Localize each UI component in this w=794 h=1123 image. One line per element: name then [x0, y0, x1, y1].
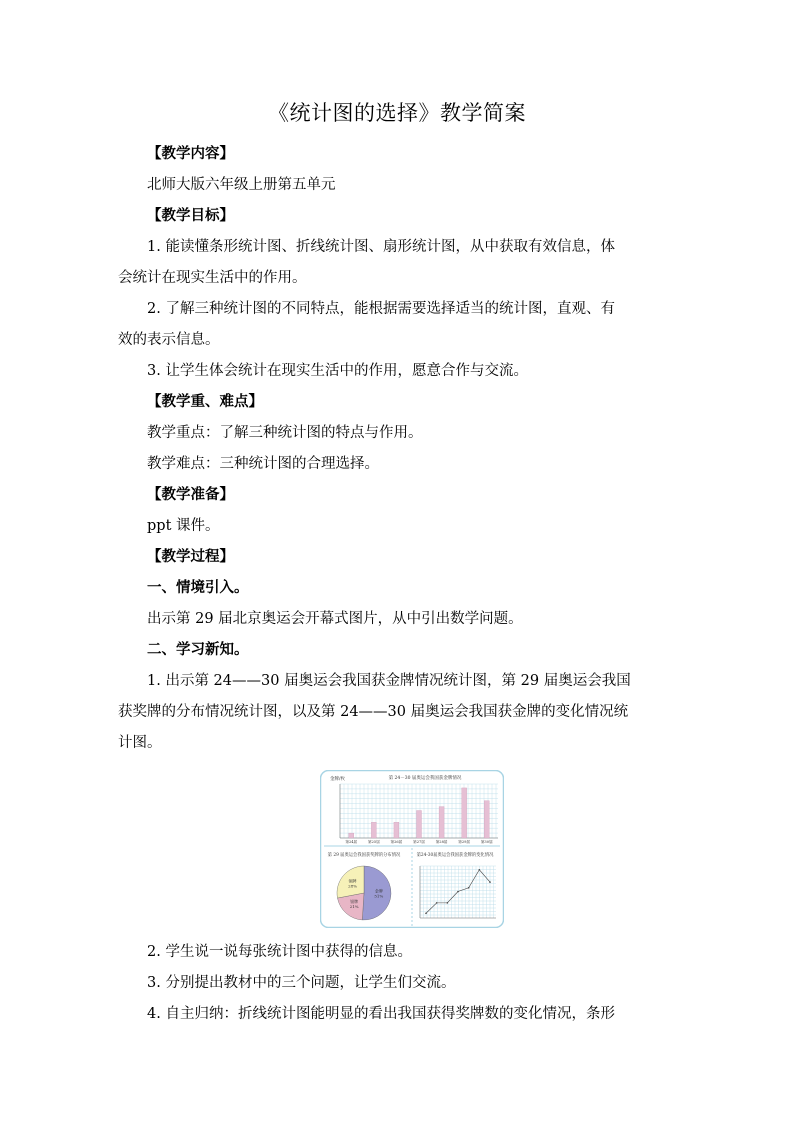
- line-point: [436, 902, 438, 904]
- bar-category-label: 第24届: [345, 840, 358, 844]
- bar-category-label: 第27届: [413, 840, 425, 844]
- heading-process: 【教学过程】: [147, 549, 234, 565]
- goal-3: 3. 让学生体会统计在现实生活中的作用，愿意合作与交流。: [147, 363, 528, 379]
- key-point: 教学重点：了解三种统计图的特点与作用。: [147, 425, 423, 441]
- step-2-item-3: 3. 分别提出教材中的三个问题，让学生们交流。: [147, 975, 456, 991]
- line-point: [457, 891, 459, 893]
- pie-slice-label: 铜牌: [348, 878, 357, 884]
- goal-2-line-2: 效的表示信息。: [118, 332, 220, 348]
- step-1-text: 出示第 29 届北京奥运会开幕式图片，从中引出数学问题。: [147, 611, 523, 627]
- statistics-figure: [320, 770, 504, 928]
- goal-1-line-1: 1. 能读懂条形统计图、折线统计图、扇形统计图，从中获取有效信息，体: [147, 239, 615, 255]
- step-2-heading: 二、学习新知。: [147, 642, 249, 658]
- preparation-text: ppt 课件。: [147, 518, 220, 534]
- pie-marks: [337, 866, 391, 920]
- step-2-item-1-line-3: 计图。: [118, 735, 162, 751]
- heading-goals: 【教学目标】: [147, 208, 234, 224]
- bar: [484, 801, 489, 838]
- step-2-item-1-line-2: 获奖牌的分布情况统计图，以及第 24——30 届奥运会我国获金牌的变化情况统: [118, 704, 629, 720]
- bar: [349, 833, 354, 838]
- bar-category-label: 第25届: [367, 840, 380, 844]
- pie-slice-percent: 21%: [349, 904, 359, 910]
- bar: [462, 788, 467, 838]
- bar-title: 第 24－30 届奥运会我国获金牌情况: [388, 776, 462, 781]
- step-2-item-1-line-1: 1. 出示第 24——30 届奥运会我国获金牌情况统计图，第 29 届奥运会我国: [147, 673, 631, 689]
- bar: [439, 807, 444, 838]
- pie-slice-percent: 28%: [348, 883, 358, 889]
- heading-preparation: 【教学准备】: [147, 487, 234, 503]
- pie-title: 第 29 届奥运会我国获奖牌的分布情况: [327, 853, 401, 858]
- pie-slice-percent: 51%: [374, 893, 384, 899]
- bar: [417, 811, 422, 838]
- line-title: 第24-30届奥运会我国获金牌的变化情况: [416, 853, 494, 858]
- bar-category-label: 第26届: [390, 840, 403, 844]
- bar: [394, 822, 399, 838]
- bar-ylabel: 金牌/枚: [330, 777, 346, 782]
- figure-svg: [320, 770, 504, 928]
- content-text: 北师大版六年级上册第五单元: [147, 177, 336, 193]
- bar-category-label: 第30届: [480, 840, 493, 844]
- pie-slice-label: 金牌: [374, 888, 383, 894]
- goal-1-line-2: 会统计在现实生活中的作用。: [118, 270, 307, 286]
- bar-category-label: 第29届: [458, 840, 471, 844]
- line-point: [489, 881, 491, 883]
- heading-content: 【教学内容】: [147, 146, 234, 162]
- step-2-item-4: 4. 自主归纳：折线统计图能明显的看出我国获得奖牌数的变化情况，条形: [147, 1006, 615, 1022]
- line-point: [468, 887, 470, 889]
- page-title: 《统计图的选择》教学简案: [268, 101, 526, 125]
- bar-category-label: 第28届: [435, 840, 448, 844]
- line-point: [479, 869, 481, 871]
- step-2-item-2: 2. 学生说一说每张统计图中获得的信息。: [147, 944, 412, 960]
- goal-2-line-1: 2. 了解三种统计图的不同特点，能根据需要选择适当的统计图，直观、有: [147, 301, 615, 317]
- line-point: [425, 912, 427, 914]
- step-1-heading: 一、情境引入。: [147, 580, 249, 596]
- line-point: [447, 902, 449, 904]
- bar: [371, 822, 376, 838]
- pie-slice-label: 银牌: [350, 899, 359, 905]
- heading-key-points: 【教学重、难点】: [147, 394, 263, 410]
- hard-point: 教学难点：三种统计图的合理选择。: [147, 456, 379, 472]
